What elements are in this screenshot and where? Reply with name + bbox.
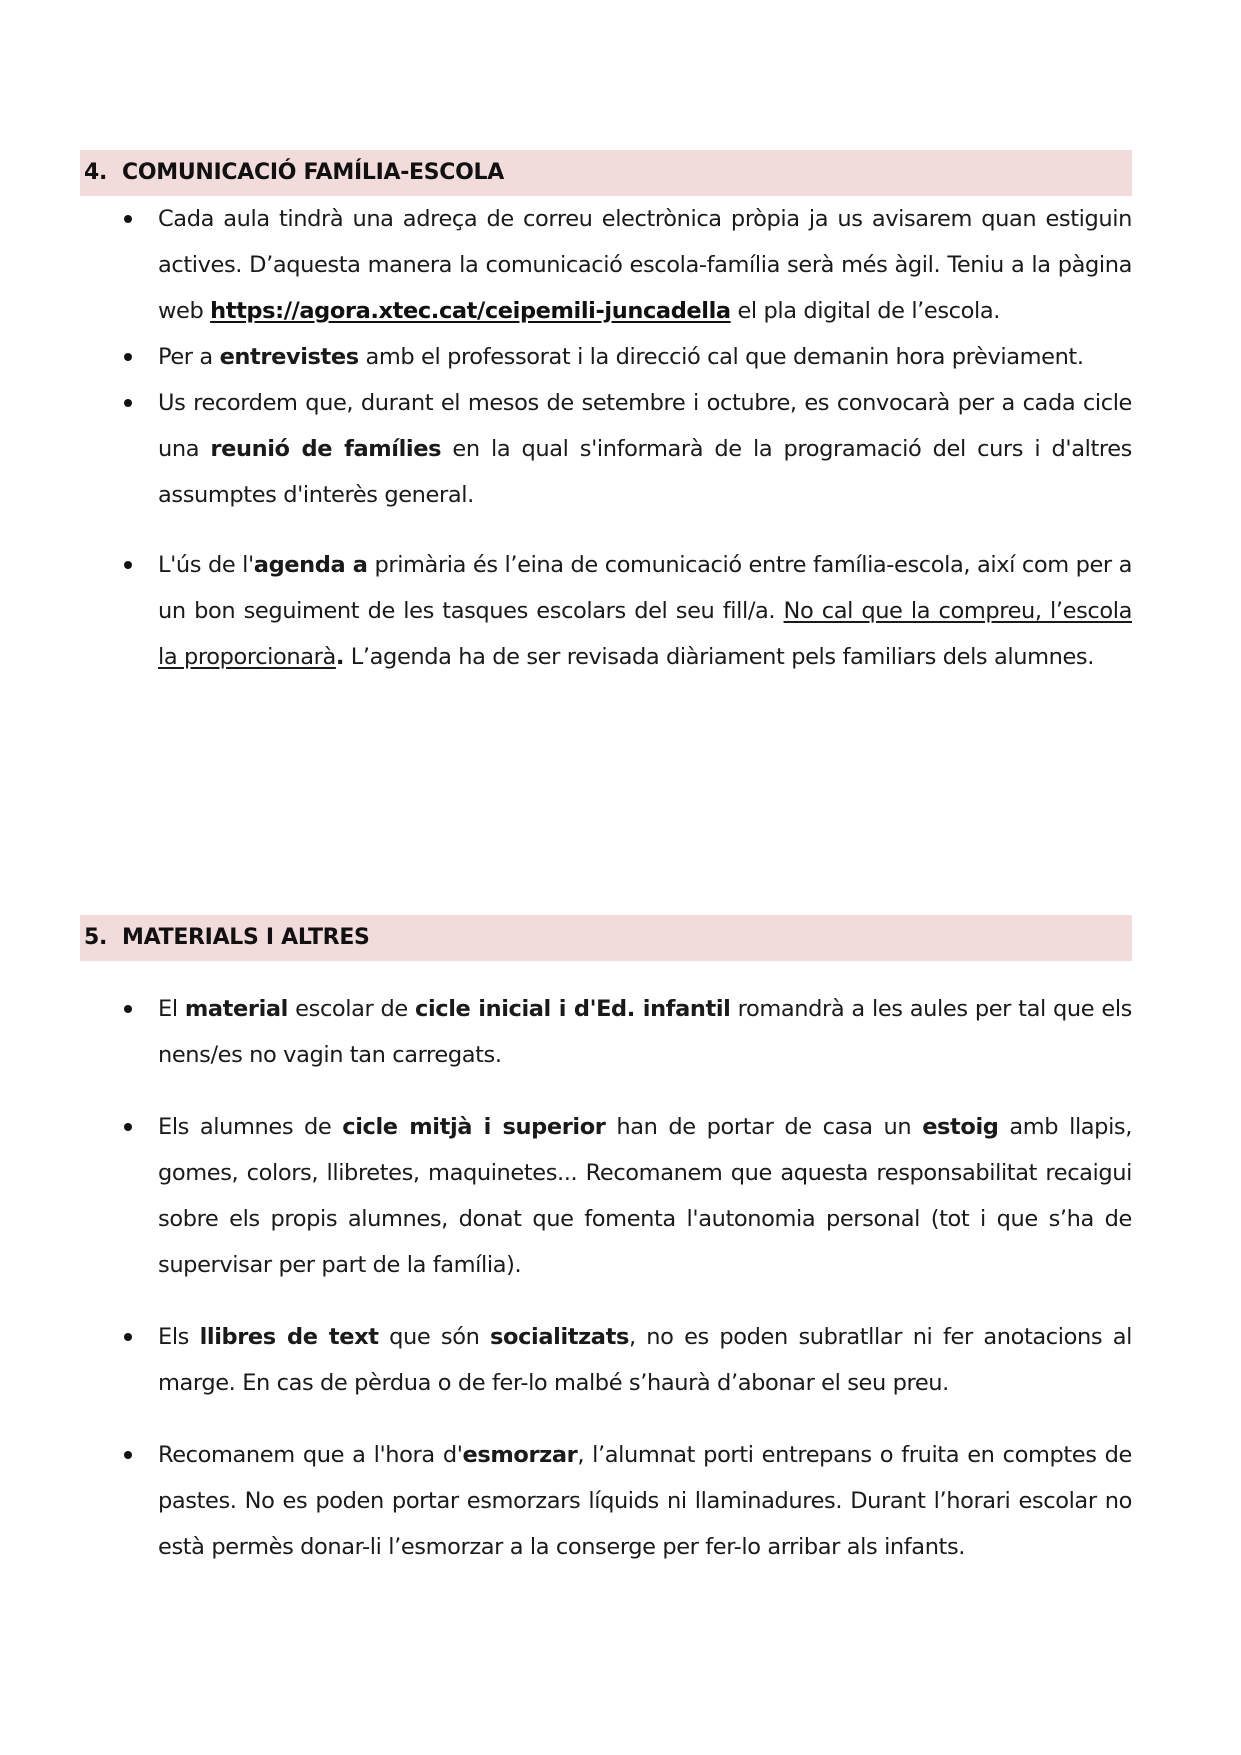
bold-text: cicle inicial i d'Ed. infantil (415, 996, 731, 1022)
text-run: han de portar de casa un (605, 1114, 923, 1140)
bullet-icon (124, 399, 132, 407)
list-item-text (158, 1314, 1132, 1406)
text-run: Els (158, 1324, 200, 1350)
bullet-icon (124, 215, 132, 223)
list-item (80, 1104, 1132, 1288)
bold-text: reunió de famílies (210, 436, 442, 462)
spacer (80, 1078, 1132, 1104)
spacer (80, 1288, 1132, 1314)
text-run: L'ús de l' (158, 552, 254, 578)
list-item (80, 1314, 1132, 1406)
list-item (80, 334, 1132, 380)
bold-text: llibres de text (199, 1324, 379, 1350)
text-run: Recomanem que a l'hora d' (158, 1442, 463, 1468)
spacer (80, 518, 1132, 542)
text-run: amb llapis, gomes, colors, llibretes, maquinetes... Recomanem que aquesta responsabilitat recaigui sobre els propis alumnes, donat que fomenta l'autonomia personal (tot i que s’ha de supervisar per part de la família). (158, 1114, 1132, 1278)
text-run: L’agenda ha de ser revisada diàriament pels familiars dels alumnes. (344, 644, 1095, 670)
underlined-text: No cal que la compreu, l’escola la proporcionarà (158, 598, 1132, 670)
text-run: en la qual s'informarà de la programació del curs i d'altres assumptes d'interès general. (158, 436, 1132, 508)
section-4-list (80, 196, 1132, 680)
section-title: MATERIALS I ALTRES (122, 925, 370, 950)
list-item (80, 196, 1132, 334)
list-item-text (158, 986, 1132, 1078)
text-run: primària és l’eina de comunicació entre família-escola, així com per a un bon seguiment de les tasques escolars del seu fill/a. (158, 552, 1132, 624)
section-heading-4 (80, 150, 1132, 196)
text-run: El (158, 996, 185, 1022)
section-number: 4. (84, 160, 108, 185)
text-run: , l’alumnat porti entrepans o fruita en comptes de pastes. No es poden portar esmorzars líquids ni llaminadures. Durant l’horari escolar no està permès donar-li l’esmorzar a la conserge per fer-lo arribar als infants. (158, 1442, 1132, 1560)
text-run: , no es poden subratllar ni fer anotacions al marge. En cas de pèrdua o de fer-lo malbé s’haurà d’abonar el seu preu. (158, 1324, 1132, 1396)
text-run: Us recordem que, durant el mesos de setembre i octubre, es convocarà per a cada cicle una (158, 390, 1132, 462)
text-run: el pla digital de l’escola. (730, 298, 1001, 324)
list-item (80, 986, 1132, 1078)
bold-text: esmorzar (462, 1442, 578, 1468)
bullet-icon (124, 561, 132, 569)
spacer (80, 1406, 1132, 1432)
text-run: Cada aula tindrà una adreça de correu electrònica pròpia ja us avisarem quan estiguin actives. D’aquesta manera la comunicació escola-família serà més àgil. Teniu a la pàgina web (158, 206, 1132, 324)
text-run: romandrà a les aules per tal que els nens/es no vagin tan carregats. (158, 996, 1132, 1068)
bullet-icon (124, 1333, 132, 1341)
bullet-icon (124, 1005, 132, 1013)
list-item-text (158, 542, 1132, 680)
bullet-icon (124, 1123, 132, 1131)
list-item-text (158, 196, 1132, 334)
bold-text: socialitzats (490, 1324, 629, 1350)
bold-text: . (335, 644, 345, 670)
bullet-icon (124, 1451, 132, 1459)
list-item-text (158, 380, 1132, 518)
bullet-icon (124, 353, 132, 361)
text-run: amb el professorat i la direcció cal que demanin hora prèviament. (358, 344, 1084, 370)
bold-text: estoig (922, 1114, 999, 1140)
text-run: escolar de (288, 996, 416, 1022)
section-number: 5. (84, 925, 108, 950)
list-item-text (158, 1104, 1132, 1288)
bold-text: entrevistes (219, 344, 359, 370)
list-item (80, 1432, 1132, 1570)
text-run: Per a (158, 344, 220, 370)
website-link[interactable]: https://agora.xtec.cat/ceipemili-juncadella (210, 298, 731, 324)
list-item-text (158, 1432, 1132, 1570)
section-5-list (80, 986, 1132, 1570)
list-item (80, 380, 1132, 518)
bold-text: material (184, 996, 288, 1022)
text-run: que són (378, 1324, 491, 1350)
list-item-text (158, 334, 1132, 380)
text-run: Els alumnes de (158, 1114, 343, 1140)
section-title: COMUNICACIÓ FAMÍLIA-ESCOLA (122, 160, 505, 185)
list-item (80, 542, 1132, 680)
bold-text: cicle mitjà i superior (342, 1114, 606, 1140)
bold-text: agenda a (253, 552, 368, 578)
section-heading-5 (80, 915, 1132, 961)
